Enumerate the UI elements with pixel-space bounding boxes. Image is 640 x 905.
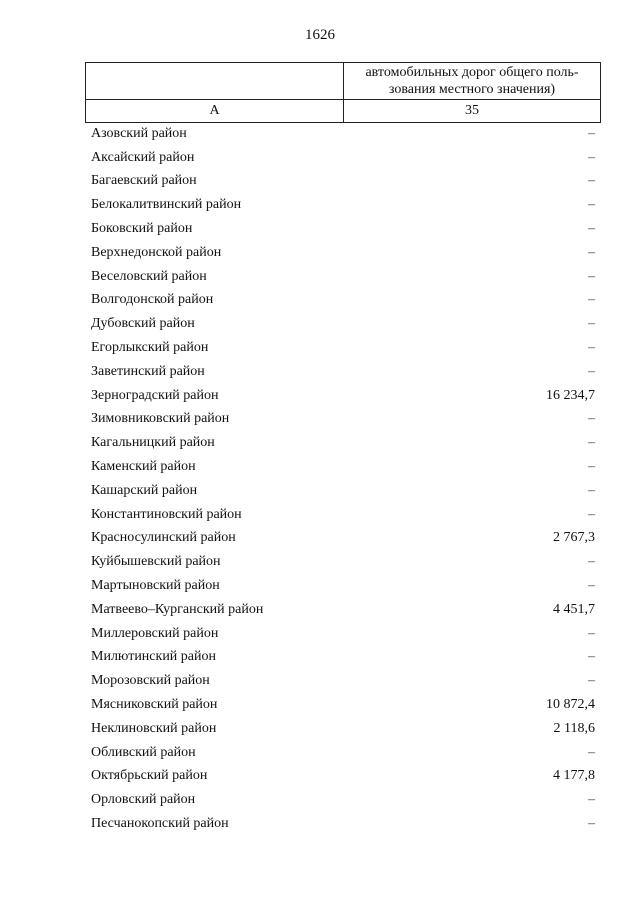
district-name: Егорлыкский район [91,340,209,356]
district-value: 4 451,7 [553,601,595,617]
district-list [91,122,595,836]
district-name: Красносулинский район [91,530,236,546]
district-name: Дубовский район [91,316,195,332]
table-row [91,122,595,146]
header-table [85,62,601,123]
district-value: – [588,673,595,689]
table-row [91,788,595,812]
district-name: Аксайский район [91,149,195,165]
district-value: – [588,363,595,379]
district-name: Неклиновский район [91,720,217,736]
district-value: – [588,197,595,213]
table-row [91,455,595,479]
district-name: Азовский район [91,125,187,141]
district-value: – [588,625,595,641]
table-row [91,170,595,194]
district-value: 10 872,4 [546,697,595,713]
table-row [91,431,595,455]
district-value: – [588,578,595,594]
district-value: – [588,244,595,260]
district-value: – [588,292,595,308]
district-name: Кагальницкий район [91,435,215,451]
district-name: Багаевский район [91,173,197,189]
district-value: – [588,125,595,141]
table-row [91,408,595,432]
table-row [91,598,595,622]
district-value: 2 118,6 [553,720,595,736]
table-row [91,574,595,598]
district-value: – [588,316,595,332]
district-value: – [588,268,595,284]
district-value: – [588,459,595,475]
table-row [91,193,595,217]
table-row [91,741,595,765]
district-value: – [588,744,595,760]
district-name: Милютинский район [91,649,217,665]
district-name: Верхнедонской район [91,244,222,260]
table-row [91,812,595,836]
table-row [91,479,595,503]
district-value: 2 767,3 [553,530,595,546]
table-row [91,550,595,574]
district-value: – [588,173,595,189]
table-row [91,503,595,527]
district-name: Боковский район [91,221,193,237]
district-name: Константиновский район [91,506,242,522]
district-value: – [588,506,595,522]
district-name: Волгодонской район [91,292,214,308]
district-name: Кашарский район [91,482,198,498]
table-row [91,146,595,170]
table-row [91,336,595,360]
header-cell-empty [86,63,344,100]
district-name: Морозовский район [91,673,210,689]
district-value: – [588,340,595,356]
table-row [91,217,595,241]
table-row [91,646,595,670]
table-row [91,265,595,289]
district-name: Обливский район [91,744,196,760]
table-row [91,765,595,789]
district-name: Песчанокопский район [91,816,229,831]
header-row [86,63,601,100]
district-value: – [588,221,595,237]
district-name: Матвеево–Курганский район [91,601,264,617]
district-name: Заветинский район [91,363,205,379]
district-value: – [588,149,595,165]
district-name: Миллеровский район [91,625,219,641]
table-row [91,717,595,741]
table-row [91,312,595,336]
district-value: – [588,554,595,570]
table-row [91,622,595,646]
district-name: Куйбышевский район [91,554,221,570]
page-number: 1626 [305,27,335,43]
table-row [91,241,595,265]
table-row [91,384,595,408]
table-row [91,669,595,693]
district-value: 16 234,7 [546,387,595,403]
district-value: – [588,411,595,427]
district-value: – [588,816,595,831]
table-row [91,289,595,313]
header-column-title: автомобильных дорог общего поль-зования местного значения) [344,63,601,100]
district-name: Зимовниковский район [91,411,230,427]
district-name: Мартыновский район [91,578,220,594]
district-name: Зерноградский район [91,387,219,403]
table-row [91,693,595,717]
district-name: Белокалитвинский район [91,197,242,213]
district-name: Каменский район [91,459,196,475]
table-row [91,360,595,384]
district-name: Октябрьский район [91,768,208,784]
table-row [91,527,595,551]
district-value: – [588,792,595,808]
district-value: 4 177,8 [553,768,595,784]
district-value: – [588,649,595,665]
district-name: Мясниковский район [91,697,218,713]
district-value: – [588,435,595,451]
district-value: – [588,482,595,498]
district-name: Орловский район [91,792,196,808]
column-code-a: А [86,100,344,123]
district-name: Веселовский район [91,268,207,284]
column-code-row [86,100,601,123]
column-code-35: 35 [344,100,601,123]
